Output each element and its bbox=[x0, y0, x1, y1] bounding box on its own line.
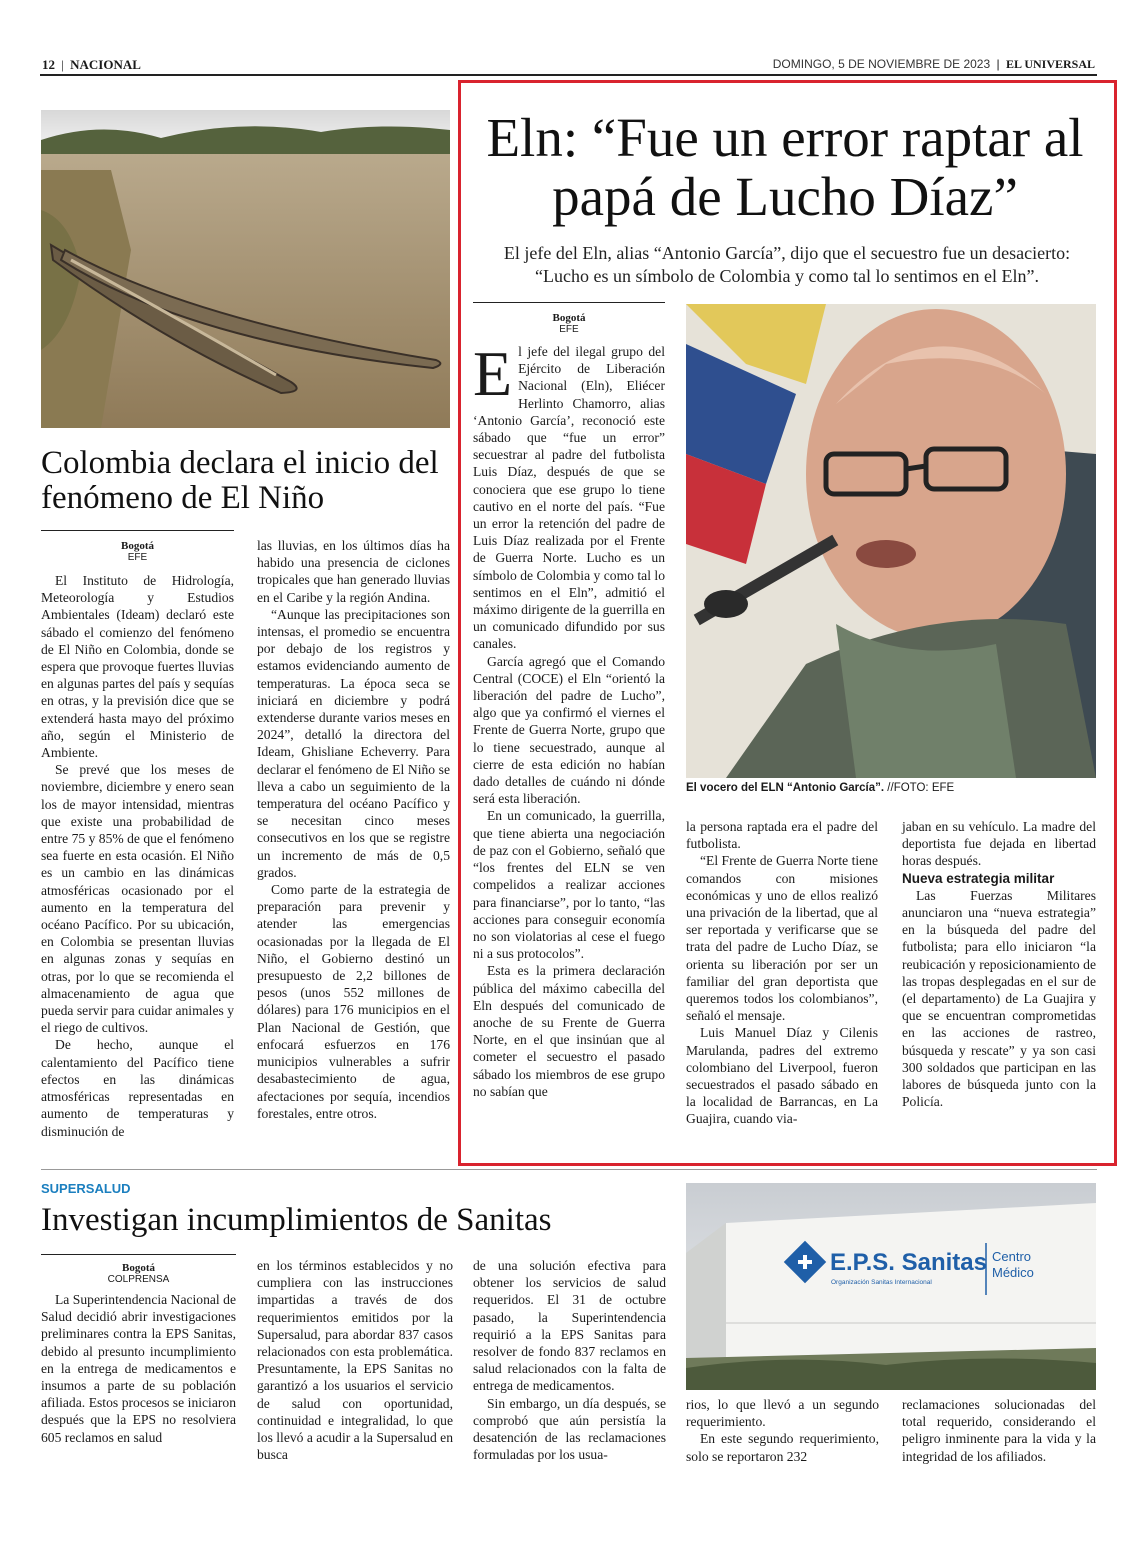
sanitas-paragraph: reclamaciones solucionadas del total requerido, considerando el peligro inminente para la vida y la integridad de los afiliados. bbox=[902, 1397, 1096, 1464]
river-canoes-image bbox=[41, 110, 450, 428]
sanitas-sign-text: E.P.S. Sanitas bbox=[830, 1249, 987, 1276]
sanitas-kicker: SUPERSALUD bbox=[41, 1181, 131, 1196]
eln-paragraph: “El Frente de Guerra Norte tiene comandos con misiones económicas y uno de ellos realizó una privación de la libertad, que al ser reportada y verificarse que se trata del padre de Lucho Díaz, se orienta su liberación por ser un familiar del gran deportista que queremos todos los colombianos”, señaló el mensaje. bbox=[686, 853, 878, 1024]
eln-subhead: Nueva estrategia militar bbox=[902, 870, 1055, 886]
eps-sanitas-building-photo bbox=[686, 1183, 1096, 1390]
sanitas-column-3 bbox=[473, 1257, 666, 1463]
sanitas-paragraph: rios, lo que llevó a un segundo requerimiento. bbox=[686, 1397, 879, 1430]
eln-headline: Eln: “Fue un error raptar al papá de Lucho Díaz” bbox=[486, 107, 1084, 228]
eln-paragraph: García agregó que el Comando Central (COCE) el Eln “orientó la liberación del padre de Lucho”, algo que ya confirmó el viernes el Frente de Guerra Norte, grupo que lo tiene secuestrado, aunque al cierre de esta edición no habían dado detalles de cuándo ni dónde será esta liberación. bbox=[473, 653, 665, 807]
river-canoes-photo bbox=[41, 110, 450, 428]
sanitas-column-4 bbox=[686, 1396, 879, 1465]
sanitas-column-1 bbox=[41, 1291, 236, 1446]
nino-paragraph: Se prevé que los meses de noviembre, diciembre y enero sean los de mayor intensidad, mientras que existe una probabilidad de entre 75 y 85% de que el fenómeno sea fuerte en esta ocasión. El Niño es un cambio en las dinámicas atmosféricas ocasionado por el aumento en la temperatura del océano Pacífico. Por su ubicación, en Colombia se presentan lluvias en algunas zonas y sequías en otras, por lo que se recomienda el almacenamiento de agua que pueda servir para cuidar animales y el riego de cultivos. bbox=[41, 762, 234, 1036]
page-section-label: 12 | NACIONAL bbox=[42, 57, 141, 72]
sanitas-column-2 bbox=[257, 1257, 453, 1463]
eln-column-2 bbox=[686, 818, 878, 1128]
header-rule bbox=[40, 74, 1097, 76]
eln-byline-agency: EFE bbox=[559, 324, 579, 335]
eln-byline-rule bbox=[473, 302, 665, 303]
eln-paragraph: Esta es la primera declaración pública del máximo cabecilla del Eln después del comunicado de anoche de su Frente de Guerra Norte, en el que insinúan que al cometer el secuestro el pasado sábado los miembros de ese grupo no sabían que bbox=[473, 963, 665, 1099]
eln-paragraph: Las Fuerzas Militares anunciaron una “nueva estrategia” en la búsqueda del padre del futbolista; para ello iniciaron “la reubicación y reposicionamiento de las tropas desplegadas en el sur de (el departamento) de La Guajira y que se encuentran comprometidas en las acciones de rastreo, búsqueda y rescate” y ya son casi 300 soldados que participan en las labores de búsqueda junto con la Policía. bbox=[902, 887, 1096, 1110]
issue-date: DOMINGO, 5 DE NOVIEMBRE DE 2023 bbox=[772, 57, 991, 71]
nino-byline-agency: EFE bbox=[127, 552, 148, 563]
eps-sanitas-building-image bbox=[686, 1183, 1096, 1390]
eln-paragraph: Luis Manuel Díaz y Cilenis Marulanda, padres del extremo colombiano del Liverpool, fueron secuestrados el pasado sábado en la localidad de Barrancas, en La Guajira, cuando via- bbox=[686, 1025, 878, 1127]
eln-photo-caption bbox=[686, 782, 1096, 794]
nino-byline-city: Bogotá bbox=[121, 540, 154, 552]
nino-column-2 bbox=[257, 537, 450, 1122]
eln-paragraph: jaban en su vehículo. La madre del deportista fue dejada en libertad horas después. bbox=[902, 819, 1096, 869]
sanitas-sign-subtext: Organización Sanitas Internacional bbox=[831, 1279, 932, 1286]
eln-lead-paragraph bbox=[473, 338, 665, 653]
sanitas-paragraph: La Superintendencia Nacional de Salud decidió abrir investigaciones preliminares contra la EPS Sanitas, debido al presunto incumplimiento en la entrega de medicamentos e insumos a parte de su población afiliada. Estos procesos se iniciaron después que la EPS no resolviera 605 reclamos en salud bbox=[41, 1292, 236, 1445]
eln-deck: El jefe del Eln, alias “Antonio García”, dijo que el secuestro fue un desacierto: “Lucho es un símbolo de Colombia y como tal lo sentimos en el Eln”. bbox=[503, 243, 1071, 286]
sanitas-column-5 bbox=[902, 1396, 1096, 1465]
nino-paragraph: “Aunque las precipitaciones son intensas, el promedio se encuentra por debajo de los registros y estamos evidenciando aumento de temperaturas. La época seca se iniciará en diciembre y podrá extenderse durante varios meses en 2024”, detalló la directora del Ideam, Ghisliane Echeverry. Para declarar el fenómeno de El Niño se lleva a cabo un seguimiento de la temperatura del océano Pacífico y se necesitan cinco meses consecutivos en los que se registre un incremento de más de 0,5 grados. bbox=[257, 606, 450, 880]
antonio-garcia-image bbox=[686, 304, 1096, 778]
nino-paragraph: las lluvias, en los últimos días ha habido una presencia de ciclones tropicales que han generado lluvias en el Caribe y la región Andina. bbox=[257, 538, 450, 605]
eln-column-1 bbox=[473, 338, 665, 1100]
sanitas-byline-city: Bogotá bbox=[122, 1262, 155, 1274]
page-number: 12 bbox=[42, 57, 55, 72]
sanitas-sign-side-line-2: Médico bbox=[992, 1265, 1034, 1280]
nino-paragraph: De hecho, aunque el calentamiento del Pacífico tiene efectos en las dinámicas atmosféricas representadas en aumento de temperaturas y disminución de bbox=[41, 1037, 234, 1139]
sanitas-paragraph: de una solución efectiva para obtener los servicios de salud requeridos. El 31 de octubre pasado, la Superintendencia requirió a la EPS Sanitas para resolver de fondo 837 reclamos en salud relacionados con la falta de entrega de medicamentos. bbox=[473, 1258, 666, 1394]
sanitas-headline: Investigan incumplimientos de Sanitas bbox=[41, 1202, 552, 1238]
eln-caption-text: El vocero del ELN “Antonio García”. bbox=[686, 782, 885, 794]
eln-byline-city: Bogotá bbox=[552, 312, 586, 324]
page-date-label: DOMINGO, 5 DE NOVIEMBRE DE 2023 | EL UNIVERSAL bbox=[772, 57, 1095, 71]
newspaper-name: EL UNIVERSAL bbox=[1005, 57, 1095, 71]
nino-headline: Colombia declara el inicio del fenómeno de El Niño bbox=[41, 445, 439, 516]
sanitas-byline-agency: COLPRENSA bbox=[107, 1274, 170, 1285]
nino-byline-rule bbox=[41, 530, 234, 531]
sanitas-paragraph: En este segundo requerimiento, solo se reportaron 232 bbox=[686, 1431, 879, 1464]
eln-column-3 bbox=[902, 818, 1096, 1110]
nino-paragraph: Como parte de la estrategia de preparación para prevenir y atender las emergencias ocasionadas por la llegada de El Niño, el Gobierno destinó un presupuesto de 2,2 billones de pesos (unos 552 millones de dólares) para 176 municipios en el Plan Nacional de Gestión, que enfocará esfuerzos en 176 municipios vulnerables a sufrir desabastecimiento de agua, afectaciones por sequía, incendios forestales, entre otros. bbox=[257, 882, 450, 1121]
sanitas-sign-side-line-1: Centro bbox=[992, 1249, 1032, 1264]
eln-lead-text: l jefe del ilegal grupo del Ejército de Liberación Nacional (Eln), Eliécer Herlinto Chamorro, alias ‘Antonio García’, reconoció este sábado que “fue un error” secuestrar al padre del futbolista Luis Díaz, después de que se conociera que ese grupo lo tiene cautivo en el norte del país. “Fue un error la retención del padre de Luis Díaz realizada por el Frente de Guerra Norte. Lucho es un símbolo de Colombia y como tal lo sentimos en el Eln”, admitió el máximo dirigente de la guerrilla en un comunicado difundido por sus canales. bbox=[473, 344, 665, 652]
eln-paragraph: En un comunicado, la guerrilla, que tiene abierta una negociación de paz con el Gobierno, señaló que “los frentes del ELN se ven compelidos a realizar acciones para financiarse”, por lo tanto, “las acciones para conseguir economía no son violatorias al cese el fuego ni a sus protocolos”. bbox=[473, 808, 665, 962]
eln-byline bbox=[473, 312, 665, 335]
section-name: NACIONAL bbox=[70, 57, 141, 72]
antonio-garcia-photo bbox=[686, 304, 1096, 778]
sanitas-paragraph: Sin embargo, un día después, se comprobó que aún persistía la desatención de las reclamaciones formuladas por los usua- bbox=[473, 1395, 666, 1463]
sanitas-paragraph: en los términos establecidos y no cumpliera con las instrucciones impartidas a través de dos requerimientos emitidos por la Supersalud, para abordar 837 casos relacionados con esta problemática. Presuntamente, la EPS Sanitas no garantizó a los usuarios el servicio de salud con oportunidad, continuidad e integralidad, lo que los llevó a acudir a la Supersalud en busca bbox=[257, 1258, 453, 1463]
eln-caption-credit: //FOTO: EFE bbox=[884, 782, 955, 794]
sanitas-top-rule bbox=[41, 1169, 1097, 1170]
nino-column-1 bbox=[41, 572, 234, 1140]
sanitas-byline bbox=[41, 1262, 236, 1285]
sanitas-byline-rule bbox=[41, 1254, 236, 1255]
nino-byline bbox=[41, 540, 234, 563]
eln-paragraph: la persona raptada era el padre del futbolista. bbox=[686, 819, 878, 852]
eln-dropcap: E bbox=[473, 338, 513, 409]
nino-paragraph: El Instituto de Hidrología, Meteorología y Estudios Ambientales (Ideam) declaró este sábado el comienzo del fenómeno de El Niño en Colombia, donde se espera que provoque fuertes lluvias en algunas partes del país y sequías en otras, y la previsión dice que se extenderá hasta mayo del próximo año, según el Ministerio de Ambiente. bbox=[41, 573, 234, 761]
sanitas-sign-side bbox=[992, 1249, 1034, 1281]
